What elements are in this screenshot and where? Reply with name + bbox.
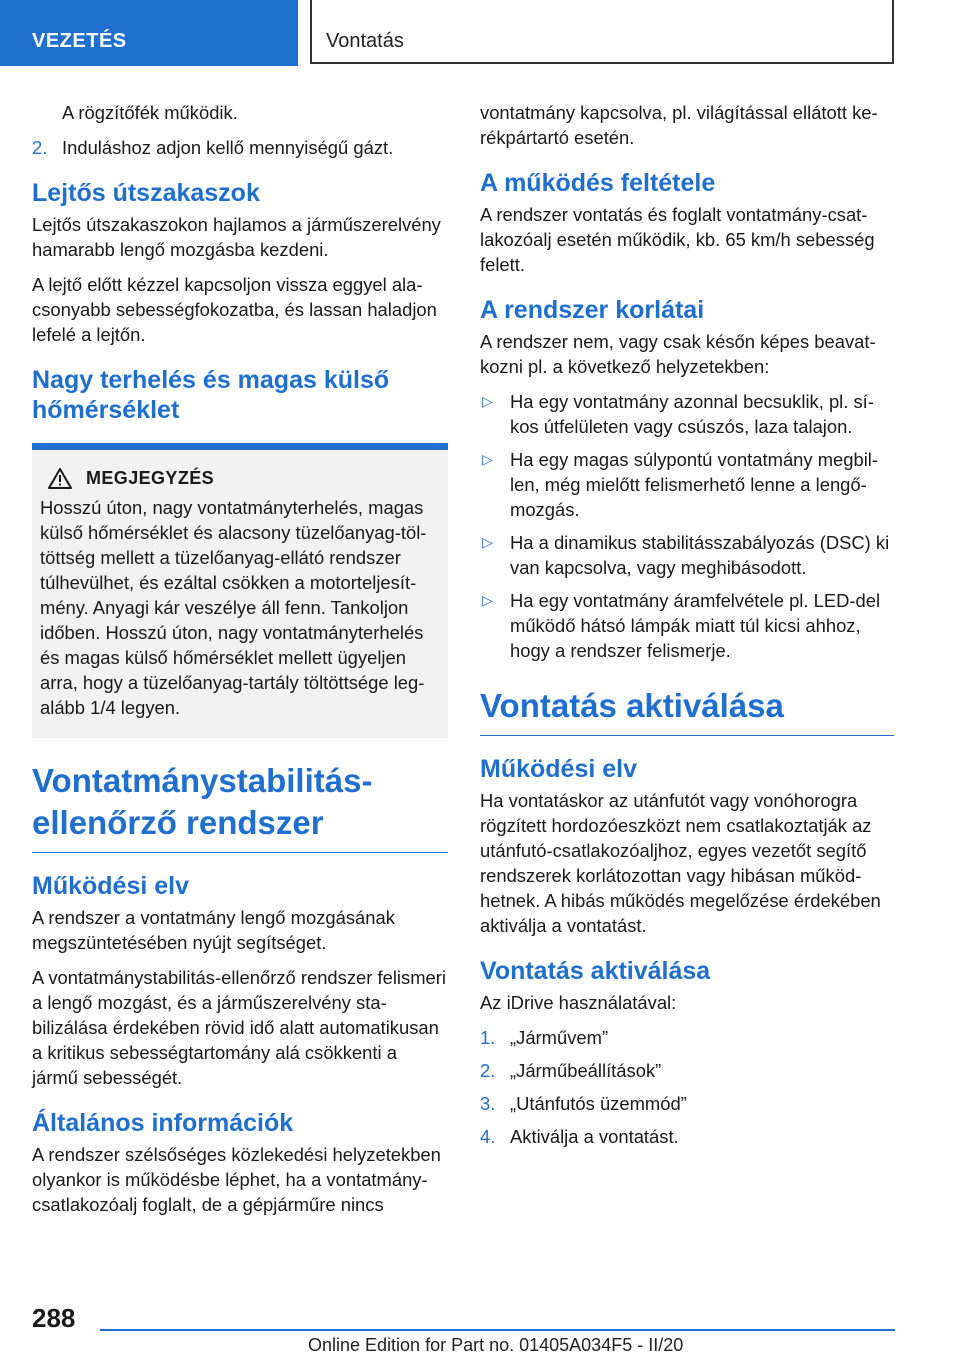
paragraph: A rendszer a vontatmány lengő mozgásának megszüntetésében nyújt segítséget. (32, 907, 395, 953)
paragraph: vontatmány kapcsolva, pl. világítással ellátott kerékpártartó esetén. (480, 102, 878, 148)
paragraph: A rendszer vontatás és foglalt vontatmány-csatlakozóalj esetén működik, kb. 65 km/h sebesség felett. (480, 204, 875, 275)
paragraph: A lejtő előtt kézzel kapcsoljon vissza eggyel alacsonyabb sebességfokozatba, és lassan haladjon lefelé a lejtőn. (32, 274, 437, 345)
limitations-list (480, 389, 894, 663)
list-number: 2. (480, 1060, 496, 1081)
list-number: 2. (32, 137, 48, 158)
paragraph: A rendszer nem, vagy csak későn képes beavatkozni pl. a következő helyzetekben: (480, 331, 876, 377)
paragraph: A rendszer szélsőséges közlekedési helyzetekben olyankor is működésbe léphet, ha a vontatmány-csatlakozóalj foglalt, de a gépjárműre nincs (32, 1144, 441, 1215)
list-item (480, 530, 894, 580)
list-item (480, 588, 894, 663)
steps-list-left (32, 135, 448, 160)
list-item (480, 1091, 894, 1116)
paragraph: Az iDrive használatával: (480, 992, 677, 1013)
heading-mukodesi-right: Működési elv (480, 755, 637, 783)
edition-text: Online Edition for Part no. 01405A034F5 - II/20 (308, 1335, 684, 1355)
triangle-bullet-icon: ▷ (482, 393, 493, 409)
triangle-bullet-icon: ▷ (482, 592, 493, 608)
warning-triangle-icon (48, 468, 72, 489)
heading-terheles: Nagy terhelés és magas külső hőmérséklet (32, 366, 390, 424)
heading-aktivalasa-main: Vontatás aktiválása (480, 685, 894, 736)
list-item (480, 1124, 894, 1149)
heading-aktivalasa-sub: Vontatás aktiválása (480, 957, 711, 985)
heading-lejtos: Lejtős útszakaszok (32, 179, 260, 207)
list-text: Ha egy vontatmány azonnal becsuklik, pl. síkos útfelületen vagy csúszós, laza talajon. (510, 391, 874, 437)
list-text: Ha egy vontatmány áramfelvétele pl. LED-del működő hátsó lámpák miatt túl kicsi ahhoz, hogy a rendszer felismerje. (510, 590, 881, 661)
footer-divider (100, 1329, 895, 1331)
notice-box (32, 443, 448, 738)
paragraph: A vontatmánystabilitás-ellenőrző rendszer felismeri a lengő mozgást, és a járműszerelvény stabilizálása érdekében rövid idő alatt automatikusan a kritikus sebességtartomány alá csökkenti a jármű sebességét. (32, 967, 446, 1088)
list-text: Ha a dinamikus stabilitásszabályozás (DSC) ki van kapcsolva, vagy meghibásodott. (510, 532, 890, 578)
triangle-bullet-icon: ▷ (482, 451, 493, 467)
list-item (480, 389, 894, 439)
heading-feltetel: A működés feltétele (480, 169, 716, 197)
list-text: Ha egy magas súlypontú vontatmány megbillen, még mielőtt felismerhető lenne a lengőmozgás. (510, 449, 879, 520)
paragraph: Lejtős útszakaszokon hajlamos a járműszerelvény hamarabb lengő mozgásba kezdeni. (32, 214, 441, 260)
section-title: VEZETÉS (32, 30, 127, 52)
list-item (480, 1058, 894, 1083)
list-number: 1. (480, 1027, 496, 1048)
section-tab (0, 0, 298, 66)
list-text: „Járműbeállítások” (510, 1060, 662, 1081)
paragraph: Ha vontatáskor az utánfutót vagy vonóhorogra rögzített hordozóeszközt nem csatlakoztatják az utánfutó-csatlakozóaljhoz, egyes vezetőt segítő rendszerek korlátozottan vagy hibásan működhetnek. A hibás működés megelőzése érdekében aktiválja a vontatást. (480, 790, 881, 936)
page-number: 288 (32, 1303, 76, 1333)
right-column (480, 100, 894, 1159)
list-number: 4. (480, 1126, 496, 1147)
list-continuation: A rögzítőfék működik. (62, 102, 238, 123)
list-item (480, 1025, 894, 1050)
list-item (32, 135, 448, 160)
chapter-title: Vontatás (326, 30, 404, 52)
list-text: Induláshoz adjon kellő mennyiségű gázt. (62, 137, 394, 158)
list-number: 3. (480, 1093, 496, 1114)
triangle-bullet-icon: ▷ (482, 534, 493, 550)
left-column (32, 100, 448, 1227)
heading-stabil: Vontatmánystabilitás-ellenőrző rendszer (32, 760, 448, 853)
notice-text: Hosszú úton, nagy vontatmányterhelés, magas külső hőmérséklet és alacsony tüzelőanyag-töltöttség mellett a tüzelőanyag-ellátó rendszer túlhevülhet, és ezáltal csökken a motorteljesítmény. Anyagi kár veszélye áll fenn. Tankoljon időben. Hosszú úton, nagy vontatmányterhelés és magas külső hőmérséklet mellett ügyeljen arra, hogy a tüzelőanyag-tartály töltöttsége legalább 1/4 legyen. (40, 497, 427, 718)
chapter-tab (310, 0, 894, 64)
heading-mukodesi-left: Működési elv (32, 872, 189, 900)
list-text: „Járművem” (510, 1027, 609, 1048)
list-text: „Utánfutós üzemmód” (510, 1093, 687, 1114)
list-text: Aktiválja a vontatást. (510, 1126, 679, 1147)
heading-korlatai: A rendszer korlátai (480, 296, 705, 324)
notice-header (40, 468, 440, 489)
notice-title: MEGJEGYZÉS (86, 468, 215, 488)
heading-altalanos: Általános információk (32, 1109, 294, 1137)
list-item (480, 447, 894, 522)
steps-list-right (480, 1025, 894, 1149)
